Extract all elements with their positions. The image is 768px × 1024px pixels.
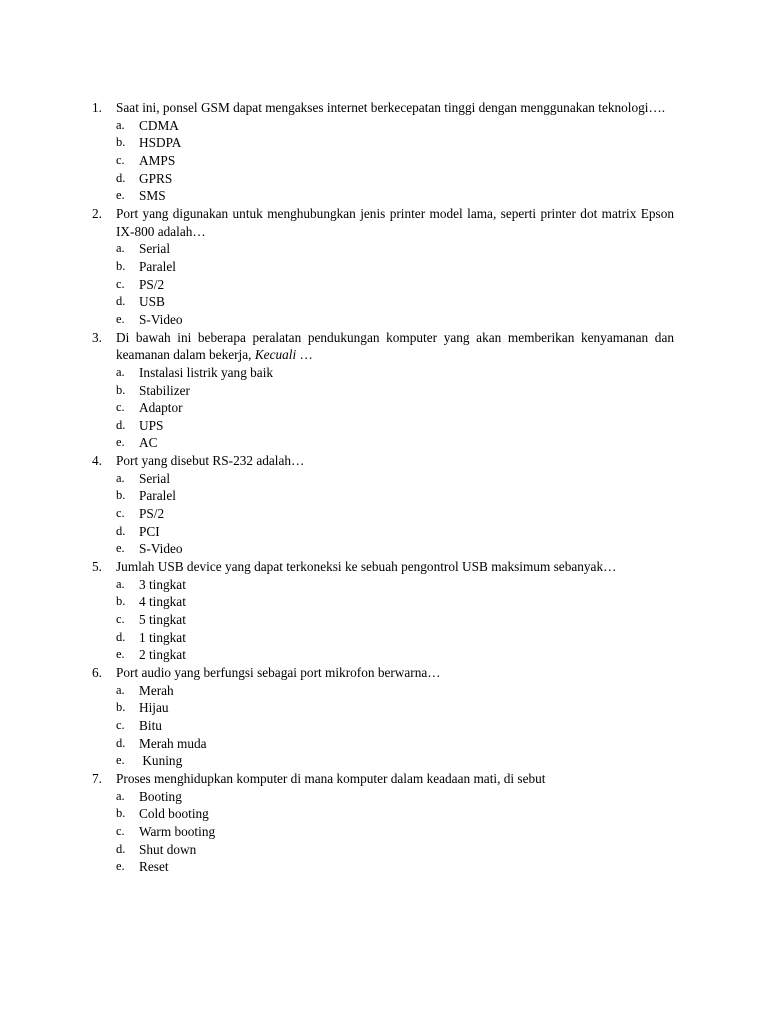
option-text: Bitu — [139, 717, 162, 733]
option-item — [116, 293, 674, 311]
option-letter: e. — [116, 647, 125, 662]
option-letter: a. — [116, 364, 125, 379]
option-letter: b. — [116, 488, 126, 503]
option-item — [116, 417, 674, 435]
option-item — [116, 187, 674, 205]
option-letter: b. — [116, 700, 126, 715]
option-text: AC — [139, 435, 158, 451]
option-text: 4 tingkat — [139, 594, 186, 610]
option-letter: b. — [116, 594, 126, 609]
option-letter: a. — [116, 241, 125, 256]
option-list — [116, 788, 674, 876]
option-letter: c. — [116, 823, 125, 838]
option-letter: e. — [116, 435, 125, 450]
option-item — [116, 576, 674, 594]
option-text: S-Video — [139, 311, 183, 327]
option-item — [116, 170, 674, 188]
option-text: Merah muda — [139, 735, 207, 751]
option-text: Paralel — [139, 488, 176, 504]
option-letter: c. — [116, 506, 125, 521]
option-list — [116, 470, 674, 558]
question-text — [116, 329, 674, 364]
option-letter: d. — [116, 417, 126, 432]
option-item — [116, 682, 674, 700]
question-text — [116, 558, 674, 576]
option-item — [116, 788, 674, 806]
option-text: Shut down — [139, 841, 197, 857]
option-text: Kuning — [139, 753, 183, 769]
option-item — [116, 717, 674, 735]
question-text — [116, 770, 674, 788]
option-letter: d. — [116, 170, 126, 185]
question-item — [92, 329, 674, 453]
question-text — [116, 205, 674, 240]
question-item — [92, 558, 674, 664]
option-item — [116, 735, 674, 753]
option-text: Merah — [139, 682, 174, 698]
option-letter: e. — [116, 753, 125, 768]
question-number: 7. — [92, 770, 102, 786]
option-item — [116, 240, 674, 258]
option-text: 3 tingkat — [139, 576, 186, 592]
question-item — [92, 452, 674, 558]
option-list — [116, 364, 674, 452]
option-letter: d. — [116, 294, 126, 309]
question-text — [116, 452, 674, 470]
option-text: 5 tingkat — [139, 612, 186, 628]
option-text: Serial — [139, 470, 171, 486]
option-item — [116, 611, 674, 629]
option-item — [116, 646, 674, 664]
option-letter: a. — [116, 117, 125, 132]
question-suffix: … — [296, 347, 313, 363]
option-letter: a. — [116, 682, 125, 697]
option-letter: d. — [116, 841, 126, 856]
option-item — [116, 752, 674, 770]
option-list — [116, 117, 674, 205]
question-text — [116, 99, 674, 117]
option-letter: e. — [116, 541, 125, 556]
question-text — [116, 664, 674, 682]
option-letter: c. — [116, 612, 125, 627]
option-text: Serial — [139, 241, 171, 257]
question-item — [92, 770, 674, 876]
option-item — [116, 382, 674, 400]
option-list — [116, 576, 674, 664]
option-text: HSDPA — [139, 135, 182, 151]
question-number: 1. — [92, 100, 102, 115]
option-letter: d. — [116, 735, 126, 750]
option-text: AMPS — [139, 152, 176, 168]
option-item — [116, 470, 674, 488]
option-item — [116, 505, 674, 523]
question-stem: Port yang disebut RS-232 adalah… — [116, 453, 305, 469]
question-stem: Saat ini, ponsel GSM dapat mengakses internet berkecepatan tinggi dengan menggunakan teknologi…. — [116, 100, 666, 115]
option-letter: d. — [116, 629, 126, 644]
option-text: SMS — [139, 188, 166, 204]
option-item — [116, 593, 674, 611]
option-item — [116, 823, 674, 841]
option-item — [116, 629, 674, 647]
option-list — [116, 240, 674, 328]
option-text: GPRS — [139, 170, 173, 186]
question-stem: Proses menghidupkan komputer di mana komputer dalam keadaan mati, di sebut — [116, 770, 546, 786]
option-text: Stabilizer — [139, 382, 190, 398]
option-letter: a. — [116, 576, 125, 591]
question-item — [92, 664, 674, 770]
option-item — [116, 117, 674, 135]
option-letter: c. — [116, 276, 125, 291]
option-text: PS/2 — [139, 276, 165, 292]
option-item — [116, 434, 674, 452]
option-text: 1 tingkat — [139, 629, 186, 645]
question-number: 5. — [92, 559, 102, 575]
option-text: PCI — [139, 523, 160, 539]
option-item — [116, 487, 674, 505]
option-item — [116, 364, 674, 382]
question-item — [92, 99, 674, 205]
option-item — [116, 258, 674, 276]
option-text: CDMA — [139, 117, 179, 133]
question-stem: Di bawah ini beberapa peralatan pendukungan komputer yang akan memberikan kenyamanan dan keamanan dalam bekerja, — [116, 329, 674, 363]
option-item — [116, 540, 674, 558]
question-stem: Port yang digunakan untuk menghubungkan jenis printer model lama, seperti printer dot matrix Epson IX-800 adalah… — [116, 205, 674, 239]
option-item — [116, 841, 674, 859]
question-emphasis: Kecuali — [254, 347, 297, 363]
option-text: Instalasi listrik yang baik — [139, 364, 274, 380]
option-letter: b. — [116, 806, 126, 821]
option-letter: c. — [116, 717, 125, 732]
option-text: Paralel — [139, 258, 176, 274]
option-letter: d. — [116, 523, 126, 538]
option-letter: c. — [116, 400, 125, 415]
option-letter: b. — [116, 382, 126, 397]
option-text: Reset — [139, 859, 169, 875]
option-letter: b. — [116, 258, 126, 273]
option-list — [116, 682, 674, 770]
option-item — [116, 399, 674, 417]
option-item — [116, 805, 674, 823]
option-item — [116, 152, 674, 170]
option-item — [116, 858, 674, 876]
question-stem: Jumlah USB device yang dapat terkoneksi ke sebuah pengontrol USB maksimum sebanyak… — [116, 559, 617, 575]
option-text: USB — [139, 294, 165, 310]
question-item — [92, 205, 674, 329]
option-letter: e. — [116, 188, 125, 203]
option-text: 2 tingkat — [139, 647, 186, 663]
option-text: UPS — [139, 417, 164, 433]
option-text: Adaptor — [139, 400, 183, 416]
option-text: S-Video — [139, 541, 183, 557]
question-number: 6. — [92, 665, 102, 680]
question-number: 4. — [92, 453, 102, 469]
option-text: Hijau — [139, 700, 169, 716]
option-letter: c. — [116, 152, 125, 167]
option-text: Booting — [139, 788, 182, 804]
option-letter: a. — [116, 470, 125, 485]
option-item — [116, 134, 674, 152]
option-letter: a. — [116, 788, 125, 803]
option-text: Cold booting — [139, 806, 209, 822]
option-letter: b. — [116, 135, 126, 150]
question-stem: Port audio yang berfungsi sebagai port mikrofon berwarna… — [116, 665, 441, 680]
option-text: PS/2 — [139, 506, 165, 522]
option-item — [116, 311, 674, 329]
option-item — [116, 276, 674, 294]
option-text: Warm booting — [139, 823, 216, 839]
question-number: 2. — [92, 205, 102, 221]
option-item — [116, 523, 674, 541]
question-list — [92, 99, 674, 876]
option-letter: e. — [116, 859, 125, 874]
option-letter: e. — [116, 311, 125, 326]
option-item — [116, 699, 674, 717]
question-number: 3. — [92, 329, 102, 345]
